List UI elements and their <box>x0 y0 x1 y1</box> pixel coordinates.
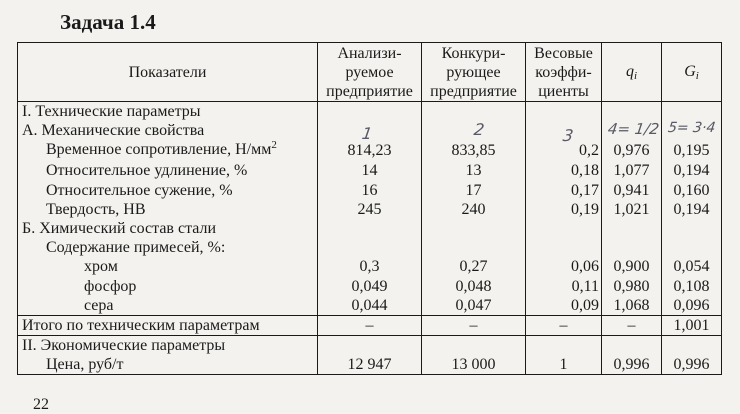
cell-g: 0,194 <box>662 161 722 180</box>
header-weights: Весовые коэффи-циенты <box>526 43 602 102</box>
cell-analyzed: 14 <box>318 161 422 180</box>
cell-q: 0,900 <box>602 257 662 276</box>
handwritten-number-3: 3 <box>561 126 575 145</box>
row-label: Временное сопротивление, $Н/мм^2$ <box>18 140 318 161</box>
cell-q: 0,980 <box>602 277 662 296</box>
cell-weight: 0,17 <box>526 181 602 200</box>
handwritten-number-2: 2 <box>472 120 486 139</box>
cell-competitor: 0,27 <box>422 257 526 276</box>
cell-weight: 0,18 <box>526 161 602 180</box>
problem-title: Задача 1.4 <box>60 10 156 34</box>
section-econ: II. Экономические параметры <box>18 336 318 356</box>
cell-weight: 0,09 <box>526 296 602 316</box>
row-label: Относительное сужение, % <box>18 181 318 200</box>
table-row <box>18 277 722 296</box>
cell-g: 0,108 <box>662 277 722 296</box>
row-label: Итого по техническим параметрам <box>18 315 318 335</box>
cell-analyzed: 0,049 <box>318 277 422 296</box>
cell-weight: 0,06 <box>526 257 602 276</box>
cell-competitor: 17 <box>422 181 526 200</box>
table-row <box>18 181 722 200</box>
cell-g: 0,096 <box>662 296 722 316</box>
section-tech: I. Технические параметры <box>18 102 318 122</box>
cell-g: 0,160 <box>662 181 722 200</box>
total-row <box>18 315 722 335</box>
cell-q: 1,077 <box>602 161 662 180</box>
cell-q: – <box>602 315 662 335</box>
cell-weight: 0,11 <box>526 277 602 296</box>
cell-analyzed: 16 <box>318 181 422 200</box>
cell-g: 0,054 <box>662 257 722 276</box>
cell-g: 0,996 <box>662 355 722 375</box>
cell-competitor: 13 <box>422 161 526 180</box>
cell-g: 0,195 <box>662 140 722 161</box>
cell-q: 1,068 <box>602 296 662 316</box>
table-row <box>18 200 722 219</box>
handwritten-formula-4: 4= 1/2 <box>606 120 661 138</box>
table-row <box>18 161 722 180</box>
handwritten-formula-5: 5= 3·4 <box>666 120 717 136</box>
header-analyzed: Анализи-руемое предприятие <box>318 43 422 102</box>
cell-competitor: 13 000 <box>422 355 526 375</box>
cell-q: 0,941 <box>602 181 662 200</box>
section-row <box>18 336 722 356</box>
cell-analyzed: 0,3 <box>318 257 422 276</box>
header-indicators: Показатели <box>18 43 318 102</box>
row-label: фосфор <box>18 277 318 296</box>
row-label: сера <box>18 296 318 316</box>
cell-analyzed: 814,23 <box>318 140 422 161</box>
section-row <box>18 238 722 257</box>
cell-q: 1,021 <box>602 200 662 219</box>
table-row <box>18 140 722 161</box>
table-row <box>18 355 722 375</box>
cell-competitor: 0,048 <box>422 277 526 296</box>
cell-analyzed: 0,044 <box>318 296 422 316</box>
row-label: Твердость, НВ <box>18 200 318 219</box>
cell-weight: 0,2 <box>526 140 602 161</box>
cell-competitor: 0,047 <box>422 296 526 316</box>
cell-competitor: – <box>422 315 526 335</box>
cell-competitor: 833,85 <box>422 140 526 161</box>
table-row <box>18 257 722 276</box>
cell-weight: – <box>526 315 602 335</box>
cell-weight: 0,19 <box>526 200 602 219</box>
cell-analyzed: 245 <box>318 200 422 219</box>
header-g: Gi <box>662 43 722 102</box>
cell-analyzed: 12 947 <box>318 355 422 375</box>
cell-q: 0,996 <box>602 355 662 375</box>
section-mech: А. Механические свойства <box>18 121 318 140</box>
row-label: Относительное удлинение, % <box>18 161 318 180</box>
section-row <box>18 219 722 238</box>
section-chem: Б. Химический состав стали <box>18 219 318 238</box>
cell-competitor: 240 <box>422 200 526 219</box>
cell-g: 0,194 <box>662 200 722 219</box>
section-impurities: Содержание примесей, %: <box>18 238 318 257</box>
row-label: Цена, руб/т <box>18 355 318 375</box>
cell-analyzed: – <box>318 315 422 335</box>
section-row <box>18 102 722 122</box>
header-row <box>18 43 722 102</box>
indicators-table <box>17 42 722 375</box>
header-q: qi <box>602 43 662 102</box>
cell-q: 0,976 <box>602 140 662 161</box>
row-label: хром <box>18 257 318 276</box>
handwritten-number-1: 1 <box>360 124 374 143</box>
cell-g: 1,001 <box>662 315 722 335</box>
cell-weight: 1 <box>526 355 602 375</box>
header-competitor: Конкури-рующее предприятие <box>422 43 526 102</box>
table-row <box>18 296 722 316</box>
page-number: 22 <box>33 396 49 413</box>
